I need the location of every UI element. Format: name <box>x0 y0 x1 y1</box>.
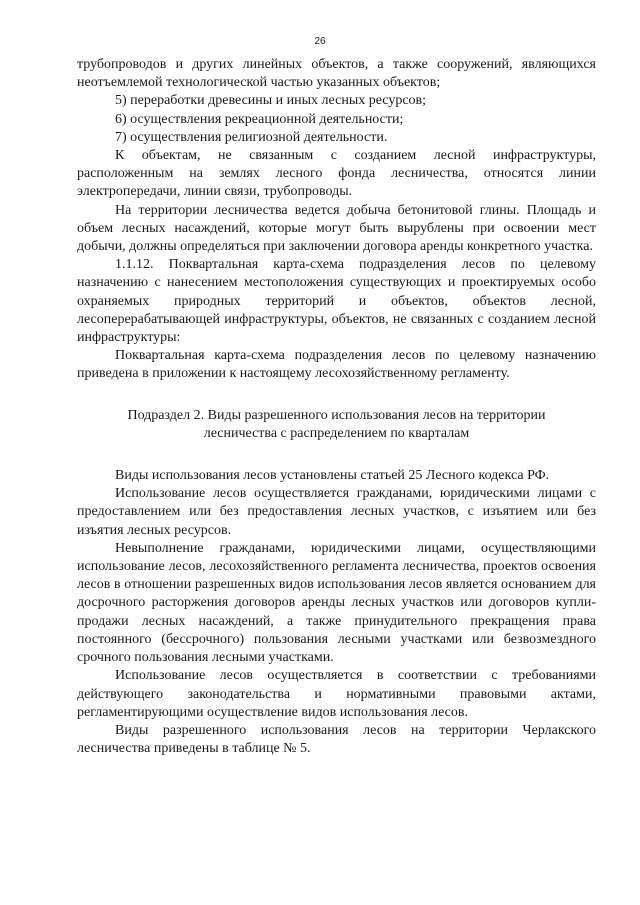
paragraph: Использование лесов осуществляется в соответствии с требованиями действующего законодательства и нормативными правовыми актами, регламентирующими осуществление видов использования лесов. <box>77 668 596 720</box>
paragraph: Виды разрешенного использования лесов на территории Черлакского лесничества приведены в таблице № 5. <box>77 722 596 757</box>
body-text <box>77 56 596 758</box>
paragraph: Использование лесов осуществляется гражданами, юридическими лицами с предоставлением или без предоставления лесных участков, с изъятием или без изъятия лесных ресурсов. <box>77 486 596 538</box>
paragraph: Поквартальная карта-схема подразделения лесов по целевому назначению приведена в приложении к настоящему лесохозяйственному регламенту. <box>77 348 596 382</box>
subsection-title-line: Подраздел 2. Виды разрешенного использования лесов на территории <box>127 407 546 423</box>
list-item: 5) переработки древесины и иных лесных ресурсов; <box>115 93 427 109</box>
paragraph: На территории лесничества ведется добыча бетонитовой глины. Площадь и объем лесных насаждений, которые могут быть вырублены при освоении мест добычи, должны определяться при заключении договора аренды конкретного участка. <box>77 202 596 255</box>
page-number: 26 <box>314 36 326 47</box>
paragraph: Виды использования лесов установлены статьей 25 Лесного кодекса РФ. <box>115 468 550 484</box>
paragraph: К объектам, не связанным с созданием лесной инфраструктуры, расположенным на землях лесного фонда лесничества, относятся линии электропередачи, линии связи, трубопроводы. <box>77 148 596 200</box>
subsection-title-line: лесничества с распределением по кварталам <box>203 425 470 441</box>
subsection-title <box>77 407 596 443</box>
list-item: 6) осуществления рекреационной деятельности; <box>115 111 404 127</box>
paragraph: Невыполнение гражданами, юридическими лицами, осуществляющими использование лесов, лесохозяйственного регламента лесничества, проектов освоения лесов в отношении разрешенных видов использования лесов является основанием для досрочного расторжения договоров аренды лесных участков или договоров купли-продажи лесных насаждений, а также принудительного прекращения права постоянного (бессрочного) пользования лесными участками или безвозмездного срочного пользования лесными участками. <box>77 540 596 666</box>
paragraph: 1.1.12. Поквартальная карта-схема подразделения лесов по целевому назначению с нанесением местоположения существующих и проектируемых особо охраняемых природных территорий и объектов, объектов лесной, лесоперерабатывающей инфраструктуры, объектов, не связанных с созданием лесной инфраструктуры: <box>77 257 596 346</box>
paragraph-continuation: трубопроводов и других линейных объектов, а также сооружений, являющихся неотъемлемой технологической частью указанных объектов; <box>77 57 596 91</box>
list-item: 7) осуществления религиозной деятельности. <box>115 129 388 145</box>
